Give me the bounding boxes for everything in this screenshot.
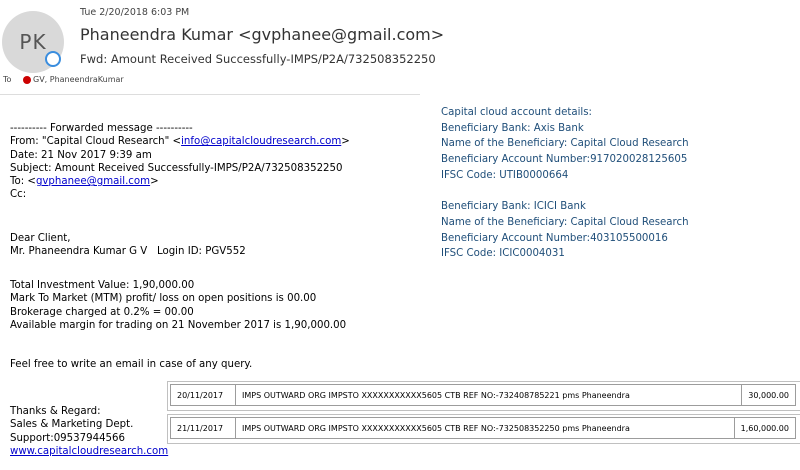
forwarded-message-block (10, 122, 430, 202)
received-date: Tue 2/20/2018 6:03 PM (80, 7, 190, 18)
forward-separator: ---------- Forwarded message ---------- (10, 123, 193, 134)
feel-free-line: Feel free to write an email in case of any query. (10, 359, 253, 370)
bank1-beneficiary: Name of the Beneficiary: Capital Cloud Research (441, 138, 689, 150)
bank2-beneficiary: Name of the Beneficiary: Capital Cloud Research (441, 216, 689, 228)
account-details (441, 105, 796, 262)
table-row (171, 385, 796, 406)
bank2-ifsc: IFSC Code: ICIC0004031 (441, 248, 565, 260)
bank2-name: Beneficiary Bank: ICICI Bank (441, 201, 586, 213)
bank2-account: Beneficiary Account Number:403105500016 (441, 232, 668, 244)
txn-amount: 1,60,000.00 (734, 418, 795, 439)
forward-from: From: "Capital Cloud Research" <info@capitalcloudresearch.com> (10, 136, 350, 148)
bank1-name: Beneficiary Bank: Axis Bank (441, 122, 584, 134)
forward-subject: Subject: Amount Received Successfully-IMPS/P2A/732508352250 (10, 162, 343, 174)
from-email-link[interactable]: info@capitalcloudresearch.com (181, 136, 342, 148)
dept-line: Sales & Marketing Dept. (10, 419, 134, 431)
transaction-table-2 (170, 417, 796, 439)
to-label: To (3, 75, 12, 84)
txn-date: 21/11/2017 (171, 418, 236, 439)
txn-date: 20/11/2017 (171, 385, 236, 406)
bank1-account: Beneficiary Account Number:917020028125605 (441, 154, 688, 166)
presence-status-icon (45, 51, 61, 67)
account-details-heading: Capital cloud account details: (441, 107, 592, 118)
email-header (0, 0, 800, 95)
avatar-initials: PK (19, 30, 47, 54)
website-link[interactable]: www.capitalcloudresearch.com (10, 445, 169, 457)
header-divider (0, 94, 420, 95)
table-row (171, 418, 796, 439)
signature-block (10, 405, 180, 458)
bank-spacer (441, 184, 796, 200)
txn-description: IMPS OUTWARD ORG IMPSTO XXXXXXXXXXX5605 CTB REF NO:-732508352250 pms Phaneendra (236, 418, 735, 439)
margin-line: Available margin for trading on 21 November 2017 is 1,90,000.00 (10, 319, 347, 331)
txn-amount: 30,000.00 (742, 385, 796, 406)
bank1-ifsc: IFSC Code: UTIB0000664 (441, 169, 569, 181)
forward-date: Date: 21 Nov 2017 9:39 am (10, 149, 152, 161)
forward-cc: Cc: (10, 189, 27, 201)
mtm-line: Mark To Market (MTM) profit/ loss on open positions is 00.00 (10, 293, 317, 305)
forward-to: To: <gvphanee@gmail.com> (10, 176, 159, 188)
sender-name[interactable]: Phaneendra Kumar <gvphanee@gmail.com> (80, 25, 445, 44)
investment-summary (10, 279, 440, 332)
brokerage-line: Brokerage charged at 0.2% = 00.00 (10, 306, 194, 318)
greeting-block (10, 232, 430, 259)
client-line: Mr. Phaneendra Kumar G V Login ID: PGV552 (10, 246, 246, 258)
recipient-name[interactable]: GV, PhaneendraKumar (33, 75, 124, 84)
txn-description: IMPS OUTWARD ORG IMPSTO XXXXXXXXXXX5605 CTB REF NO:-732408785221 pms Phaneendra (236, 385, 742, 406)
thanks-line: Thanks & Regard: (10, 406, 101, 417)
email-subject: Fwd: Amount Received Successfully-IMPS/P2A/732508352250 (80, 52, 436, 66)
total-investment: Total Investment Value: 1,90,000.00 (10, 280, 195, 291)
to-email-link[interactable]: gvphanee@gmail.com (35, 176, 151, 188)
support-line: Support:09537944566 (10, 432, 126, 444)
recipient-status-icon (23, 76, 31, 84)
transaction-table-1 (170, 384, 796, 406)
greeting: Dear Client, (10, 233, 71, 244)
